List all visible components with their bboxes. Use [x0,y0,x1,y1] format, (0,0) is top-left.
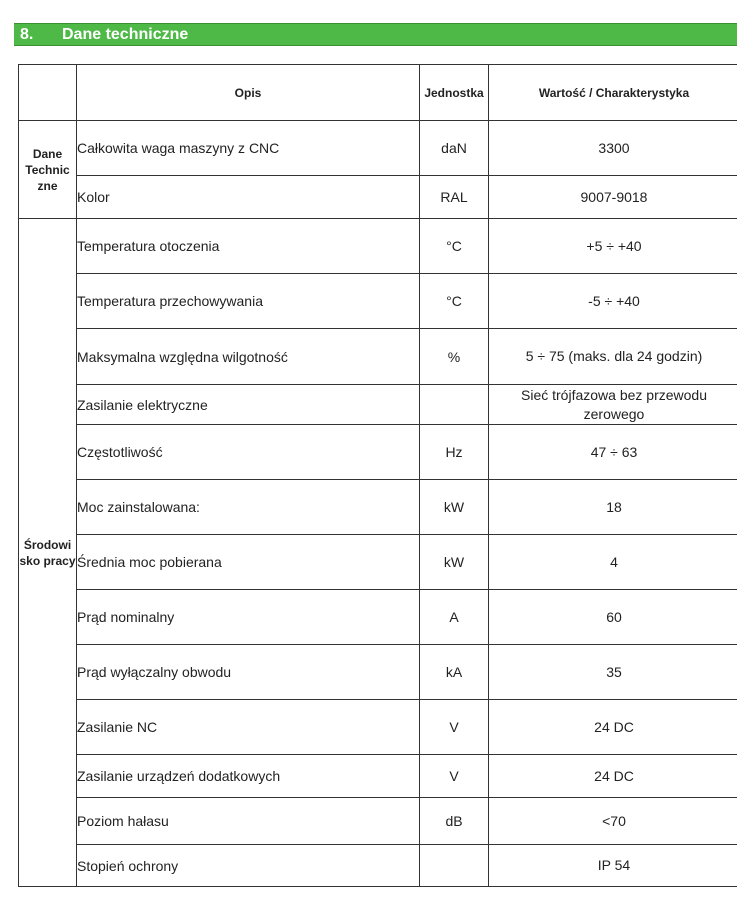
table-row [19,425,737,480]
table-row [19,700,737,755]
row-jednostka: °C [420,219,489,274]
row-wartosc: 5 ÷ 75 (maks. dla 24 godzin) [489,329,737,385]
row-opis: Poziom hałasu [77,798,420,845]
header-wartosc: Wartość / Charakterystyka [489,65,737,121]
row-wartosc: 47 ÷ 63 [489,425,737,480]
row-opis: Prąd wyłączalny obwodu [77,645,420,700]
table-row [19,219,737,274]
row-jednostka [420,385,489,425]
row-wartosc: 60 [489,590,737,645]
section-header [14,23,737,46]
row-jednostka: daN [420,121,489,176]
table-row [19,845,737,887]
row-opis: Temperatura przechowywania [77,274,420,329]
row-wartosc: 24 DC [489,755,737,798]
row-jednostka: Hz [420,425,489,480]
group-label-srodowisko-pracy: Środowi sko pracy [19,219,77,887]
table-row [19,590,737,645]
row-wartosc: -5 ÷ +40 [489,274,737,329]
row-wartosc: 18 [489,480,737,535]
row-wartosc: 35 [489,645,737,700]
row-wartosc: 9007-9018 [489,176,737,219]
table-row [19,121,737,176]
row-jednostka: RAL [420,176,489,219]
header-opis: Opis [77,65,420,121]
row-jednostka: V [420,700,489,755]
row-jednostka: A [420,590,489,645]
row-jednostka: % [420,329,489,385]
table-row [19,176,737,219]
row-opis: Całkowita waga maszyny z CNC [77,121,420,176]
row-jednostka: V [420,755,489,798]
row-wartosc: IP 54 [489,845,737,887]
row-jednostka: kW [420,535,489,590]
row-opis: Zasilanie urządzeń dodatkowych [77,755,420,798]
table-row [19,385,737,425]
row-opis: Prąd nominalny [77,590,420,645]
header-blank-cell [19,65,77,121]
table-row [19,755,737,798]
group-label-dane-techniczne: Dane Technic zne [19,121,77,219]
table-header-row [19,65,737,121]
row-opis: Częstotliwość [77,425,420,480]
table-row [19,480,737,535]
row-wartosc: 3300 [489,121,737,176]
section-number: 8. [20,25,34,43]
row-opis: Stopień ochrony [77,845,420,887]
row-opis: Moc zainstalowana: [77,480,420,535]
row-wartosc: 24 DC [489,700,737,755]
row-jednostka: kW [420,480,489,535]
table-row [19,329,737,385]
row-jednostka: °C [420,274,489,329]
row-opis: Zasilanie NC [77,700,420,755]
table-row [19,535,737,590]
technical-data-table [18,64,737,887]
row-opis: Średnia moc pobierana [77,535,420,590]
row-opis: Temperatura otoczenia [77,219,420,274]
row-wartosc: Sieć trójfazowa bez przewodu zerowego [489,385,737,425]
row-jednostka [420,845,489,887]
row-opis: Zasilanie elektryczne [77,385,420,425]
row-wartosc: +5 ÷ +40 [489,219,737,274]
row-jednostka: kA [420,645,489,700]
row-jednostka: dB [420,798,489,845]
table-row [19,798,737,845]
row-wartosc: <70 [489,798,737,845]
table-row [19,274,737,329]
row-opis: Maksymalna względna wilgotność [77,329,420,385]
row-opis: Kolor [77,176,420,219]
row-wartosc: 4 [489,535,737,590]
header-jednostka: Jednostka [420,65,489,121]
section-title: Dane techniczne [62,25,189,43]
table-row [19,645,737,700]
